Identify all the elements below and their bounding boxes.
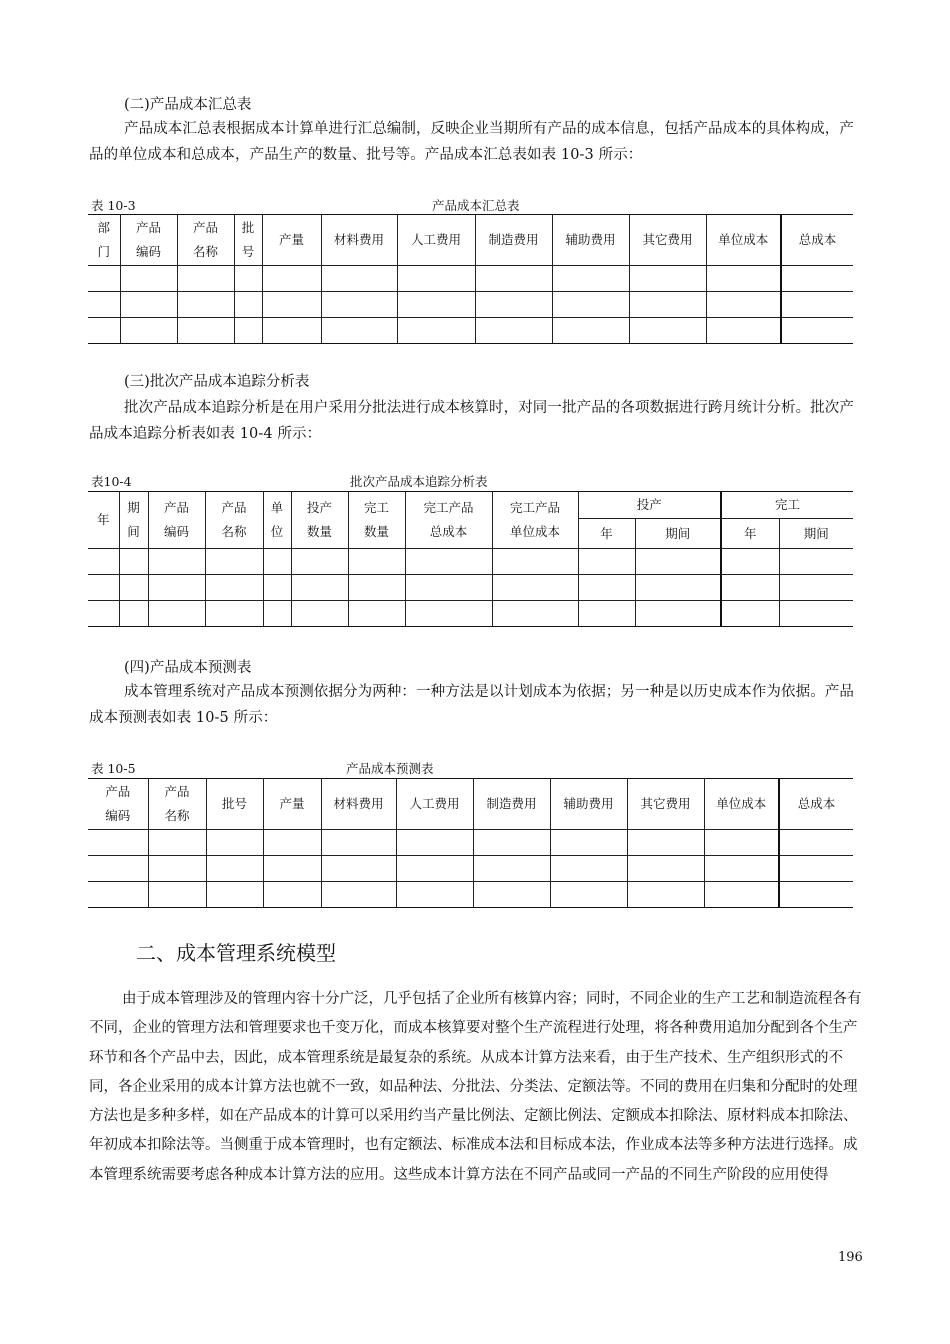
header-cell: 产品名称 [205,492,263,549]
header-cell: 完工产品单位成本 [492,492,578,549]
header-cell: 完工产品总成本 [405,492,492,549]
table-header-row [88,492,853,519]
table-row [88,882,853,908]
header-cell: 完工数量 [348,492,405,549]
header-cell: 产品编码 [148,492,205,549]
header-cell: 总成本 [781,215,853,266]
header-cell: 批号 [234,215,262,266]
section-3-title: (三)批次产品成本追踪分析表 [124,374,310,390]
table-row [88,318,853,344]
header-cell: 人工费用 [397,215,475,266]
header-cell: 产品编码 [120,215,177,266]
header-cell: 产品名称 [177,215,234,266]
table-row [88,601,853,627]
table-10-5-label: 表 10-5 [91,761,136,776]
header-cell: 其它费用 [627,779,704,830]
header-cell: 制造费用 [473,779,550,830]
table-row [88,830,853,856]
header-cell: 辅助费用 [552,215,629,266]
header-cell: 总成本 [779,779,853,830]
table-header-row [88,215,853,266]
header-cell: 产品编码 [88,779,148,830]
table-row [88,575,853,601]
table-10-5 [88,778,853,908]
header-cell: 批号 [206,779,263,830]
header-cell: 其它费用 [629,215,706,266]
header-cell: 产量 [262,215,321,266]
section-2-title: (二)产品成本汇总表 [124,97,252,113]
subheader-cell: 期间 [779,519,853,549]
header-cell: 产量 [263,779,321,830]
section-4-body: 成本管理系统对产品成本预测依据分为两种：一种方法是以计划成本为依据；另一种是以历史成本作为依据。产品成本预测表如表 10-5 所示： [89,684,854,726]
header-cell: 投产数量 [291,492,348,549]
header-cell: 辅助费用 [550,779,627,830]
header-cell: 部门 [88,215,120,266]
page-number: 196 [838,1250,863,1265]
header-cell: 年 [88,492,119,549]
table-10-4 [88,491,853,627]
table-10-3-label: 表 10-3 [91,198,136,213]
table-10-3 [88,214,853,344]
chapter-heading: 二、成本管理系统模型 [136,941,336,965]
table-row [88,549,853,575]
header-cell: 单位 [263,492,291,549]
table-10-4-label: 表10-4 [91,474,132,489]
header-cell: 材料费用 [321,779,396,830]
header-cell: 材料费用 [321,215,397,266]
header-group-cell: 投产 [578,492,721,519]
table-row [88,292,853,318]
header-group-cell: 完工 [721,492,853,519]
header-cell: 产品名称 [148,779,206,830]
header-cell: 单位成本 [706,215,781,266]
header-cell: 制造费用 [475,215,552,266]
table-header-row [88,779,853,830]
section-4-title: (四)产品成本预测表 [124,660,252,676]
subheader-cell: 年 [721,519,779,549]
subheader-cell: 期间 [635,519,721,549]
header-cell: 期间 [119,492,148,549]
section-2-body: 产品成本汇总表根据成本计算单进行汇总编制，反映企业当期所有产品的成本信息，包括产品成本的具体构成，产品的单位成本和总成本，产品生产的数量、批号等。产品成本汇总表如表 10-3 所示： [89,121,854,163]
section-3-body: 批次产品成本追踪分析是在用户采用分批法进行成本核算时，对同一批产品的各项数据进行跨月统计分析。批次产品成本追踪分析表如表 10-4 所示： [89,400,854,442]
table-10-5-caption: 产品成本预测表 [346,761,434,776]
subheader-cell: 年 [578,519,635,549]
table-row [88,266,853,292]
chapter-body: 由于成本管理涉及的管理内容十分广泛，几乎包括了企业所有核算内容；同时，不同企业的生产工艺和制造流程各有不同，企业的管理方法和管理要求也千变万化，而成本核算要对整个生产流程进行处理，将各种费用追加分配到各个生产环节和各个产品中去，因此，成本管理系统是最复杂的系统。从成本计算方法来看，由于生产技术、生产组织形式的不同，各企业采用的成本计算方法也就不一致，如品种法、分批法、分类法、定额法等。不同的费用在归集和分配时的处理方法也是多种多样，如在产品成本的计算可以采用约当产量比例法、定额比例法、定额成本扣除法、原材料成本扣除法、年初成本扣除法等。当侧重于成本管理时，也有定额法、标准成本法和目标成本法，作业成本法等多种方法进行选择。成本管理系统需要考虑各种成本计算方法的应用。这些成本计算方法在不同产品或同一产品的不同生产阶段的应用使得 [89,991,862,1183]
header-cell: 人工费用 [396,779,473,830]
header-cell: 单位成本 [704,779,779,830]
table-10-4-caption: 批次产品成本追踪分析表 [350,474,488,489]
table-10-3-caption: 产品成本汇总表 [432,198,520,213]
table-row [88,856,853,882]
